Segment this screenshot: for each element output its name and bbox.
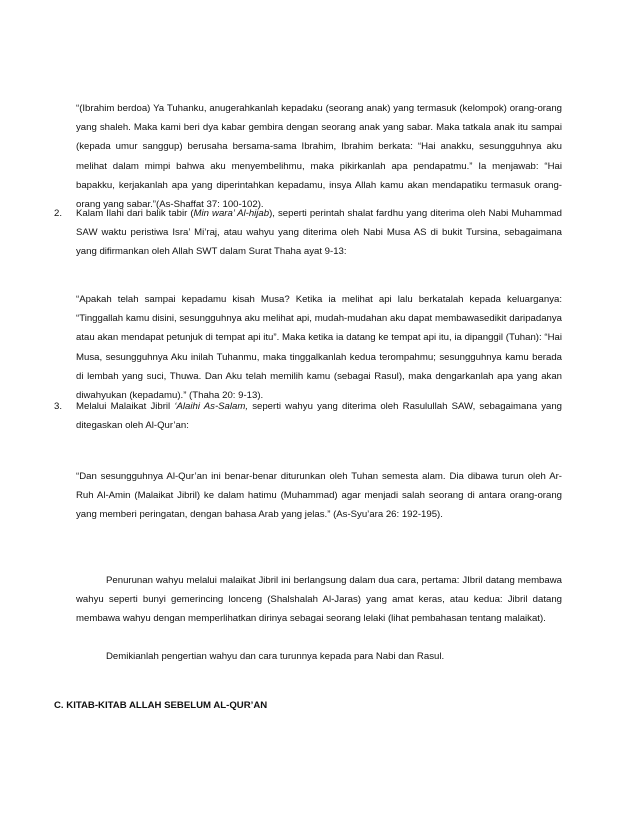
item-3-text-b: seperti wahyu yang diterima oleh Rasulullah SAW, sebagaimana yang ditegaskan oleh Al-Qur’an: bbox=[76, 401, 563, 432]
item-3-text bbox=[76, 397, 562, 435]
item-3-number: 3. bbox=[54, 401, 63, 412]
item-2-text-a: Kalam Ilahi dari balik tabir ( bbox=[76, 208, 194, 219]
item-2-text-b: ), seperti perintah shalat fardhu yang diterima oleh Nabi Muhammad SAW waktu peristiwa Isra’ Mi’raj, atau wahyu yang diterima oleh Nabi Musa AS di bukit Tursina, sebagaimana yang difirmankan oleh Allah SWT dalam Surat Thaha ayat 9-13: bbox=[76, 208, 562, 258]
section-heading: C. KITAB-KITAB ALLAH SEBELUM AL-QUR’AN bbox=[54, 700, 268, 711]
quote-asyuara: “Dan sesungguhnya Al-Qur’an ini benar-benar diturunkan oleh Tuhan semesta alam. Dia dibawa turun oleh Ar-Ruh Al-Amin (Malaikat Jibril) ke dalam hatimu (Muhammad) agar menjadi salah seorang di antara orang-orang yang memberi peringatan, dengan bahasa Arab yang jelas.” (As-Syu’ara 26: 192-195). bbox=[76, 471, 562, 521]
item-2-text bbox=[76, 204, 562, 262]
item-2-italic: Min wara’ Al-hijab bbox=[193, 208, 270, 219]
quote-ibrahim: “(Ibrahim berdoa) Ya Tuhanku, anugerahkanlah kepadaku (seorang anak) yang termasuk (kelompok) orang-orang yang shaleh. Maka kami beri dya kabar gembira dengan seorang anak yang sabar. Maka tatkala anak itu sampai (kepada umur sanggup) berusaha bersama-sama Ibrahim, Ibrahim berkata: “Hai anakku, sesungguhnya aku melihat dalam mimpi bahwa aku menyembelihmu, maka pikirkanlah apa pendapatmu.” Ia menjawab: “Hai bapakku, kerjakanlah apa yang diperintahkan kepadamu, insya Allah kamu akan mendapatiku termasuk orang-orang yang sabar.”(As-Shaffat 37: 100-102). bbox=[76, 103, 562, 211]
item-2-number: 2. bbox=[54, 208, 63, 219]
paragraph-conclusion: Demikianlah pengertian wahyu dan cara turunnya kepada para Nabi dan Rasul. bbox=[106, 651, 445, 662]
paragraph-jibril: Penurunan wahyu melalui malaikat Jibril ini berlangsung dalam dua cara, pertama: JIbril datang membawa wahyu seperti bunyi gemerincing lonceng (Shalshalah Al-Jaras) yang amat keras, atau kedua: Jibril datang membawa wahyu dengan memperlihatkan dirinya sebagai seorang lelaki (lihat pembahasan tentang malaikat). bbox=[76, 575, 562, 625]
item-3-text-a: Melalui Malaikat Jibril bbox=[76, 401, 175, 412]
item-3-italic: ‘Alaihi As-Salam, bbox=[174, 401, 249, 412]
quote-musa: “Apakah telah sampai kepadamu kisah Musa? Ketika ia melihat api lalu berkatalah kepada keluarganya: “Tinggallah kamu disini, sesungguhnya aku melihat api, mudah-mudahan aku dapat membawasedikit daripadanya atau akan mendapat petunjuk di tempat api itu”. Maka ketika ia datang ke tempat api itu, ia dipanggil (Tuhan): “Hai Musa, sesungguhnya Aku inilah Tuhanmu, maka tinggalkanlah kedua terompahmu; sesungguhnya kamu berada di lembah yang suci, Thuwa. Dan Aku telah memilih kamu (sebagai Rasul), maka dengarkanlah apa yang akan diwahyukan (kepadamu).” (Thaha 20: 9-13). bbox=[76, 294, 562, 402]
